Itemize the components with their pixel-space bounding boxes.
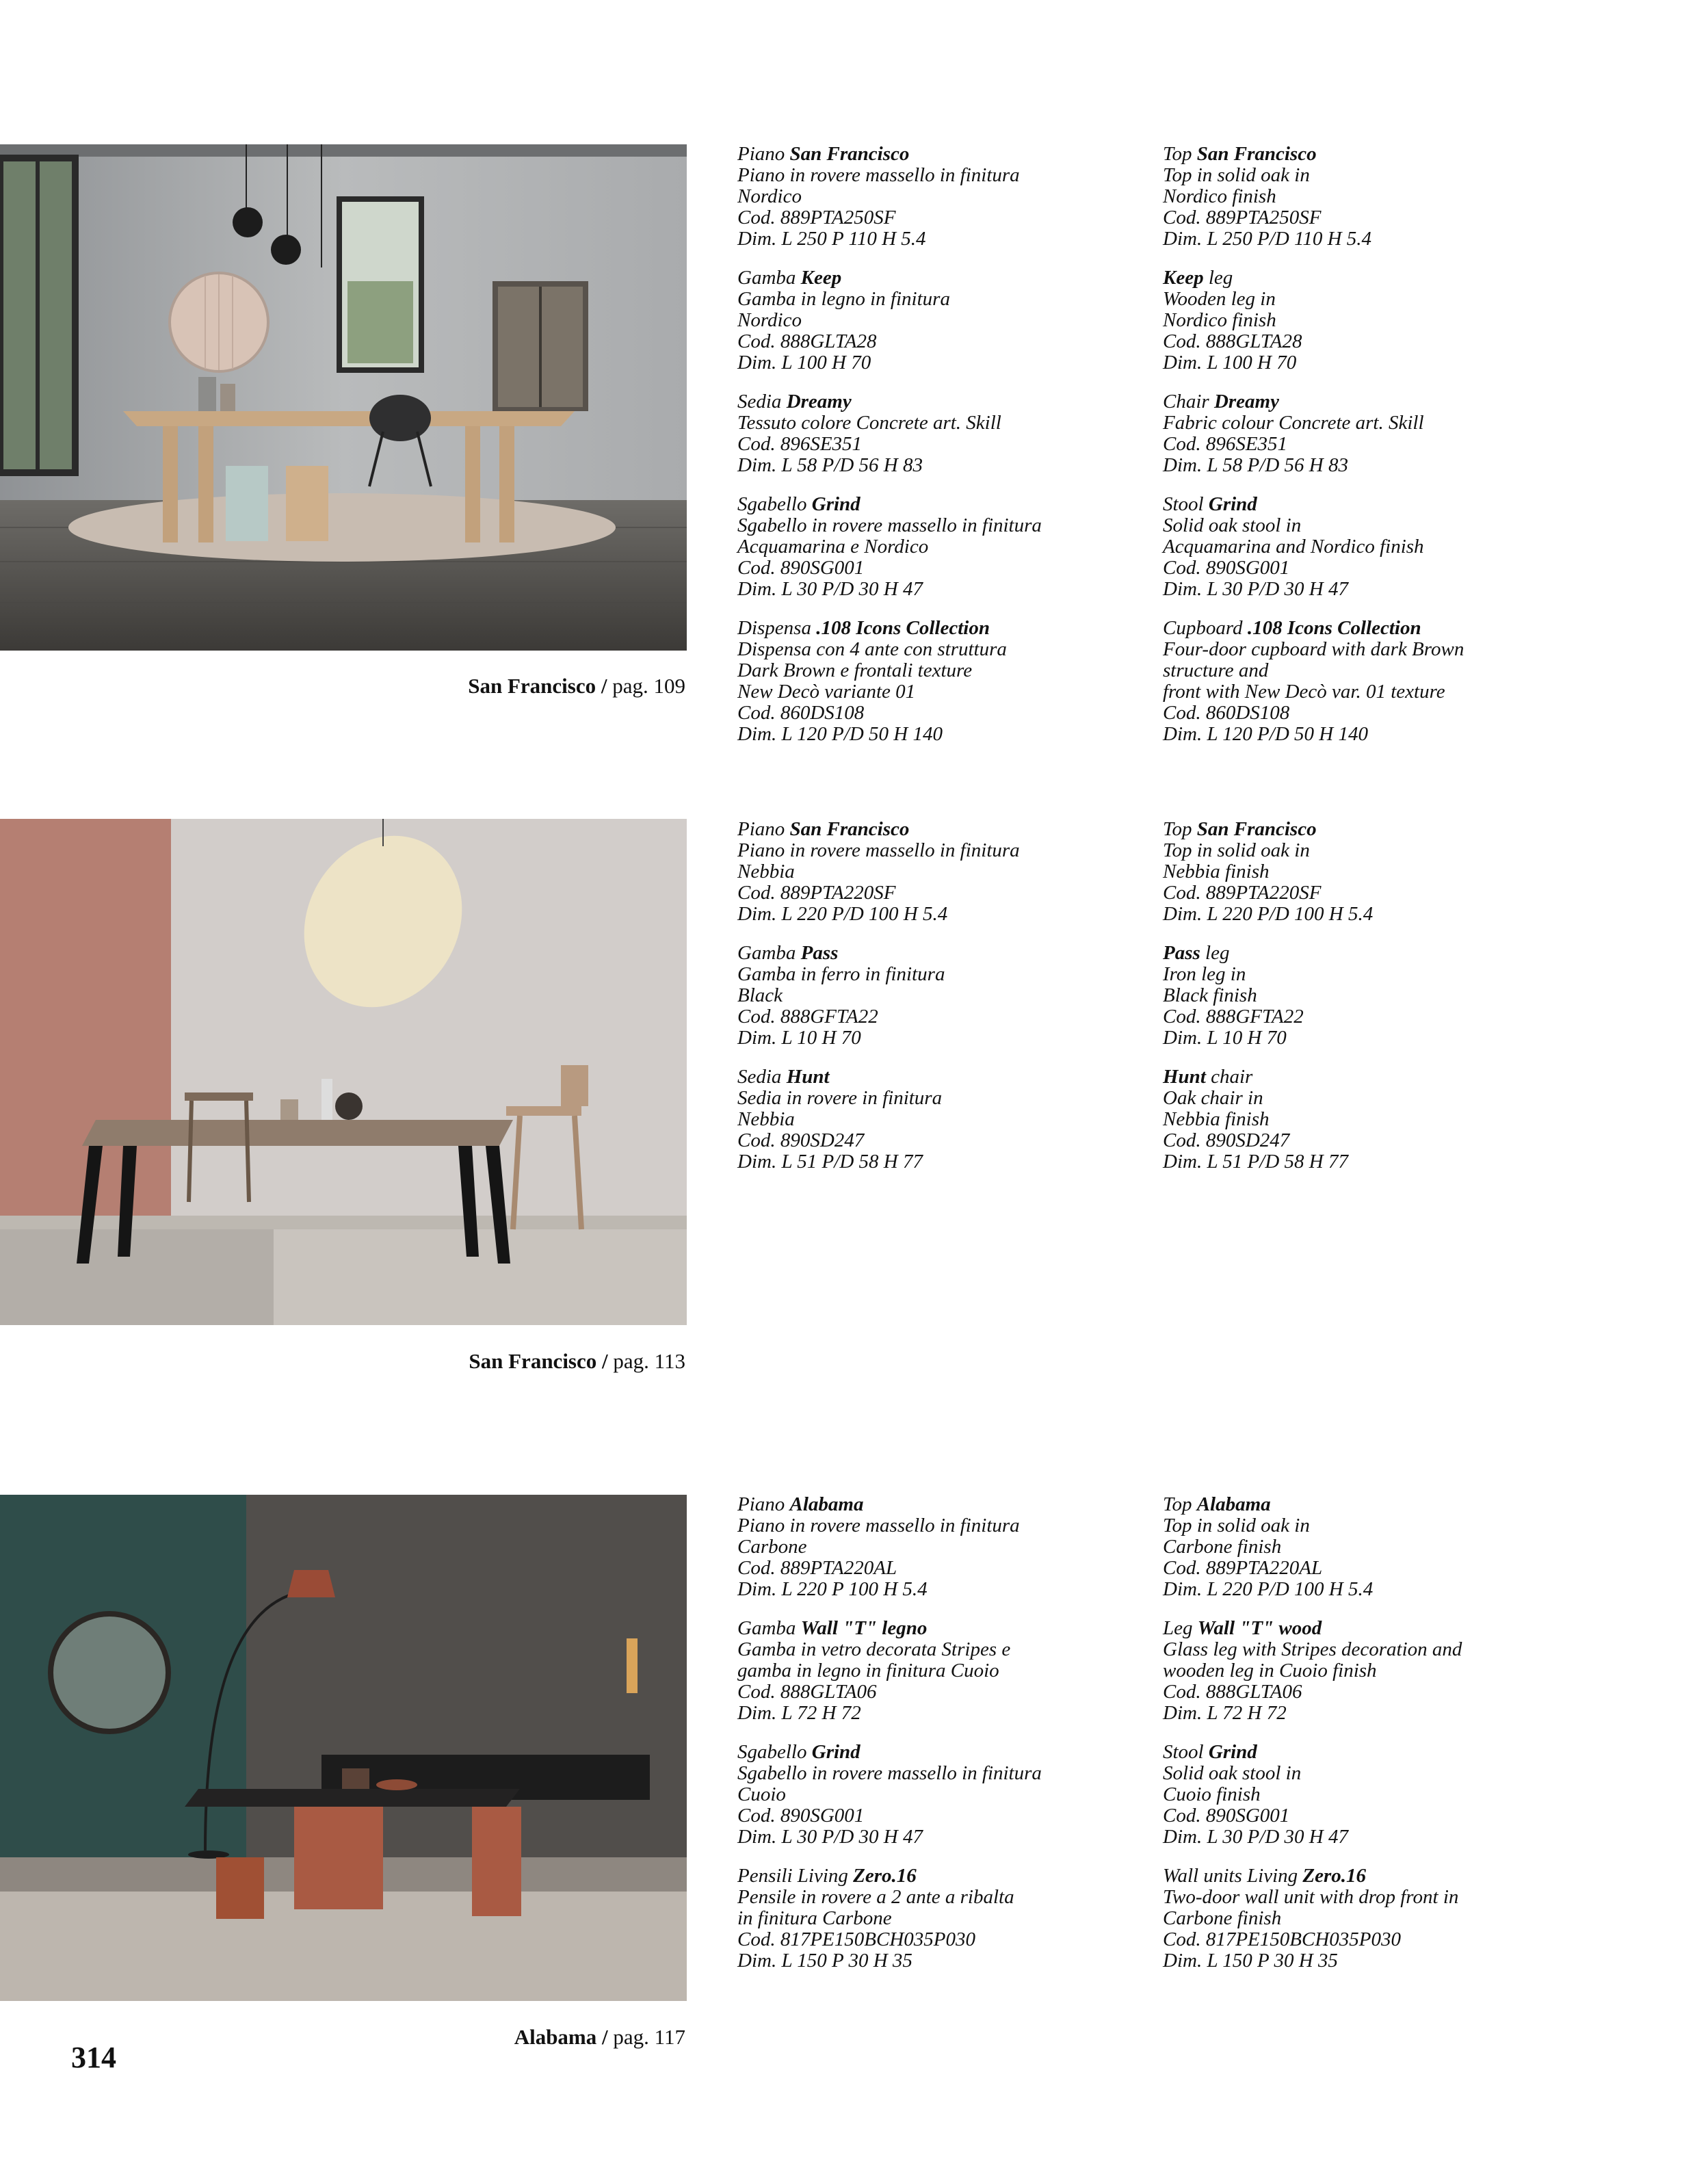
- spec-item: [1163, 267, 1573, 374]
- spec-item-name: San Francisco: [1196, 143, 1317, 165]
- spec-item-line: Four-door cupboard with dark Brown: [1163, 638, 1464, 660]
- photo-san-francisco-109: [0, 144, 687, 651]
- spec-item-prefix: Top: [1163, 143, 1197, 165]
- spec-item-heading: [737, 1618, 1148, 1639]
- spec-item-line: Pensile in rovere a 2 ante a ribalta: [737, 1886, 1014, 1908]
- spec-item: [737, 1494, 1148, 1600]
- spec-item-heading: [1163, 1866, 1573, 1887]
- spec-item-line: Dim. L 220 P/D 100 H 5.4: [1163, 903, 1374, 925]
- spec-item-line: Top in solid oak in: [1163, 1515, 1310, 1536]
- spec-item-prefix: Gamba: [737, 942, 801, 964]
- spec-item-prefix: Dispensa: [737, 617, 817, 639]
- spec-item-line: Cuoio: [737, 1783, 786, 1805]
- spec-item-suffix: leg: [1203, 267, 1233, 289]
- spec-item-line: Cod. 890SD247: [737, 1129, 865, 1151]
- spec-item-prefix: Top: [1163, 818, 1197, 840]
- spec-item-name: Grind: [1208, 1741, 1257, 1763]
- spec-item-heading: [737, 144, 1148, 165]
- spec-item-line: Cod. 889PTA220AL: [737, 1557, 897, 1579]
- spec-item-line: Dim. L 30 P/D 30 H 47: [1163, 1826, 1348, 1848]
- spec-item-line: wooden leg in Cuoio finish: [1163, 1660, 1377, 1682]
- spec-item-line: Cod. 890SG001: [1163, 557, 1290, 579]
- spec-item-prefix: Piano: [737, 818, 790, 840]
- spec-item: [1163, 1866, 1573, 1972]
- spec-item-prefix: Sedia: [737, 391, 787, 413]
- spec-item-line: Cod. 888GFTA22: [737, 1006, 878, 1028]
- spec-item-line: structure and: [1163, 659, 1269, 681]
- spec-item-prefix: Wall units Living: [1163, 1865, 1303, 1887]
- spec-item-name: Wall "T" legno: [800, 1617, 928, 1639]
- spec-item-line: Gamba in vetro decorata Stripes e: [737, 1638, 1011, 1660]
- spec-item-line: Cod. 888GLTA06: [1163, 1681, 1302, 1703]
- spec-column-italian-1: [737, 144, 1148, 763]
- spec-item-name: Grind: [1208, 493, 1257, 515]
- spec-item-name: San Francisco: [789, 818, 910, 840]
- spec-item: [1163, 618, 1573, 745]
- spec-item-line: Cod. 890SD247: [1163, 1129, 1290, 1151]
- spec-item-line: in finitura Carbone: [737, 1907, 892, 1929]
- spec-item-line: Dim. L 30 P/D 30 H 47: [1163, 578, 1348, 600]
- spec-item-line: Dim. L 220 P/D 100 H 5.4: [737, 903, 948, 925]
- spec-item-line: Wooden leg in: [1163, 288, 1276, 310]
- spec-item-name: Alabama: [789, 1493, 864, 1515]
- spec-item-heading: [1163, 1742, 1573, 1763]
- spec-item-name: .108 Icons Collection: [1247, 617, 1421, 639]
- spec-item-line: Cod. 896SE351: [1163, 433, 1288, 455]
- spec-item: [737, 1067, 1148, 1173]
- spec-item-line: Carbone finish: [1163, 1536, 1282, 1558]
- spec-item-name: Grind: [811, 493, 860, 515]
- spec-item-heading: [737, 943, 1148, 964]
- spec-item: [737, 618, 1148, 745]
- spec-item-line: Dim. L 220 P 100 H 5.4: [737, 1578, 928, 1600]
- spec-item-heading: [1163, 1067, 1573, 1088]
- spec-item-line: Cod. 888GLTA28: [1163, 330, 1302, 352]
- spec-item-name: Dreamy: [786, 391, 852, 413]
- spec-item-prefix: Stool: [1163, 493, 1209, 515]
- spec-item-heading: [737, 391, 1148, 413]
- spec-item-line: Dim. L 120 P/D 50 H 140: [1163, 723, 1368, 745]
- spec-item-line: Dim. L 220 P/D 100 H 5.4: [1163, 1578, 1374, 1600]
- spec-item-line: Cod. 890SG001: [1163, 1805, 1290, 1827]
- spec-item-name: Keep: [1163, 267, 1204, 289]
- spec-item-line: Oak chair in: [1163, 1087, 1263, 1109]
- spec-item-heading: [1163, 391, 1573, 413]
- spec-item-line: Cod. 890SG001: [737, 557, 865, 579]
- spec-item-heading: [737, 1866, 1148, 1887]
- spec-item-prefix: Gamba: [737, 1617, 801, 1639]
- caption-section-1: [275, 675, 685, 696]
- spec-item: [737, 819, 1148, 925]
- spec-item-prefix: Gamba: [737, 267, 801, 289]
- spec-item-name: Alabama: [1196, 1493, 1271, 1515]
- spec-item-prefix: Sgabello: [737, 493, 812, 515]
- spec-item-prefix: Sedia: [737, 1066, 787, 1088]
- spec-item-heading: [737, 494, 1148, 515]
- spec-item-line: Dim. L 30 P/D 30 H 47: [737, 578, 923, 600]
- spec-item-line: Tessuto colore Concrete art. Skill: [737, 412, 1001, 434]
- spec-item-line: Acquamarina and Nordico finish: [1163, 536, 1424, 558]
- spec-item-line: New Decò variante 01: [737, 681, 916, 703]
- spec-item-line: Dim. L 250 P/D 110 H 5.4: [1163, 228, 1372, 250]
- spec-item-heading: [1163, 819, 1573, 840]
- spec-item: [1163, 1742, 1573, 1848]
- spec-item-line: Nordico: [737, 185, 802, 207]
- spec-item-line: Piano in rovere massello in finitura: [737, 839, 1020, 861]
- spec-item-name: Dreamy: [1213, 391, 1279, 413]
- spec-item-line: Nebbia: [737, 1108, 795, 1130]
- spec-item-heading: [737, 618, 1148, 639]
- spec-item-line: Dim. L 58 P/D 56 H 83: [1163, 454, 1348, 476]
- spec-item-line: Carbone finish: [1163, 1907, 1282, 1929]
- caption-page: pag. 117: [613, 2025, 685, 2049]
- spec-item-heading: [1163, 943, 1573, 964]
- spec-item-line: Cuoio finish: [1163, 1783, 1261, 1805]
- spec-item-line: Dim. L 10 H 70: [1163, 1027, 1287, 1049]
- spec-item-line: Piano in rovere massello in finitura: [737, 1515, 1020, 1536]
- spec-item-line: Acquamarina e Nordico: [737, 536, 929, 558]
- spec-item: [1163, 494, 1573, 600]
- spec-column-english-3: [1163, 1494, 1573, 1989]
- spec-item-heading: [737, 267, 1148, 289]
- spec-item-line: Sgabello in rovere massello in finitura: [737, 1762, 1042, 1784]
- spec-item-prefix: Leg: [1163, 1617, 1198, 1639]
- spec-item-line: Dim. L 51 P/D 58 H 77: [737, 1151, 923, 1173]
- spec-item-heading: [1163, 144, 1573, 165]
- caption-section-2: [275, 1350, 685, 1372]
- spec-item: [1163, 1494, 1573, 1600]
- spec-item-prefix: Sgabello: [737, 1741, 812, 1763]
- spec-item-line: Black: [737, 984, 783, 1006]
- spec-item-prefix: Top: [1163, 1493, 1197, 1515]
- spec-item-line: Two-door wall unit with drop front in: [1163, 1886, 1459, 1908]
- spec-item: [737, 267, 1148, 374]
- spec-item-line: Dim. L 150 P 30 H 35: [737, 1950, 912, 1972]
- spec-item-heading: [1163, 618, 1573, 639]
- spec-item-prefix: Piano: [737, 143, 790, 165]
- page-number: 314: [71, 2041, 116, 2074]
- spec-item: [737, 144, 1148, 250]
- spec-item-heading: [1163, 267, 1573, 289]
- spec-item-line: front with New Decò var. 01 texture: [1163, 681, 1445, 703]
- spec-item-line: Black finish: [1163, 984, 1257, 1006]
- spec-item-line: Glass leg with Stripes decoration and: [1163, 1638, 1462, 1660]
- spec-item: [1163, 1067, 1573, 1173]
- spec-item-line: Cod. 860DS108: [737, 702, 865, 724]
- spec-item-line: Cod. 889PTA250SF: [737, 207, 896, 228]
- caption-separator: /: [596, 1349, 614, 1373]
- spec-item-heading: [1163, 494, 1573, 515]
- spec-item-name: Zero.16: [853, 1865, 917, 1887]
- spec-item-line: Dispensa con 4 ante con struttura: [737, 638, 1007, 660]
- spec-column-italian-2: [737, 819, 1148, 1190]
- spec-column-italian-3: [737, 1494, 1148, 1989]
- spec-item-line: Cod. 817PE150BCH035P030: [737, 1928, 975, 1950]
- spec-item-line: Cod. 889PTA220SF: [737, 882, 896, 904]
- spec-item: [1163, 144, 1573, 250]
- spec-item: [1163, 819, 1573, 925]
- spec-item-line: Piano in rovere massello in finitura: [737, 164, 1020, 186]
- caption-name: Alabama: [514, 2025, 597, 2049]
- spec-item-name: Zero.16: [1302, 1865, 1366, 1887]
- spec-item-prefix: Cupboard: [1163, 617, 1248, 639]
- spec-item-name: San Francisco: [1196, 818, 1317, 840]
- spec-item-name: Hunt: [1163, 1066, 1206, 1088]
- spec-item-line: Dark Brown e frontali texture: [737, 659, 973, 681]
- spec-item-line: Cod. 888GFTA22: [1163, 1006, 1304, 1028]
- spec-item-line: Dim. L 72 H 72: [737, 1702, 861, 1724]
- spec-item-line: Gamba in ferro in finitura: [737, 963, 945, 985]
- spec-item-heading: [737, 1494, 1148, 1515]
- spec-item-line: Gamba in legno in finitura: [737, 288, 950, 310]
- caption-separator: /: [596, 2025, 614, 2049]
- spec-item: [737, 943, 1148, 1049]
- spec-item-name: Pass: [1163, 942, 1200, 964]
- spec-item: [737, 1866, 1148, 1972]
- spec-item-line: Nebbia finish: [1163, 1108, 1270, 1130]
- spec-item-line: Cod. 888GLTA28: [737, 330, 877, 352]
- spec-item-line: Dim. L 120 P/D 50 H 140: [737, 723, 943, 745]
- caption-page: pag. 109: [612, 674, 685, 698]
- photo-alabama-117: [0, 1495, 687, 2001]
- spec-item-line: Nordico finish: [1163, 309, 1276, 331]
- spec-item-heading: [737, 1067, 1148, 1088]
- spec-item-line: Carbone: [737, 1536, 807, 1558]
- spec-column-english-1: [1163, 144, 1573, 763]
- spec-item-line: Nordico finish: [1163, 185, 1276, 207]
- spec-item-prefix: Chair: [1163, 391, 1214, 413]
- spec-item-line: gamba in legno in finitura Cuoio: [737, 1660, 999, 1682]
- spec-item-line: Cod. 889PTA220AL: [1163, 1557, 1323, 1579]
- spec-item: [737, 1742, 1148, 1848]
- spec-item-name: Wall "T" wood: [1197, 1617, 1322, 1639]
- spec-item-heading: [737, 1742, 1148, 1763]
- spec-item-prefix: Stool: [1163, 1741, 1209, 1763]
- spec-item-name: Keep: [800, 267, 842, 289]
- spec-item-line: Dim. L 58 P/D 56 H 83: [737, 454, 923, 476]
- caption-name: San Francisco: [468, 674, 596, 698]
- spec-item-suffix: leg: [1200, 942, 1230, 964]
- spec-item: [737, 391, 1148, 476]
- spec-item-heading: [1163, 1494, 1573, 1515]
- caption-page: pag. 113: [613, 1349, 685, 1373]
- spec-item-name: Grind: [811, 1741, 860, 1763]
- spec-item-line: Iron leg in: [1163, 963, 1246, 985]
- spec-item-line: Solid oak stool in: [1163, 514, 1302, 536]
- spec-item-line: Dim. L 150 P 30 H 35: [1163, 1950, 1338, 1972]
- spec-item-line: Dim. L 30 P/D 30 H 47: [737, 1826, 923, 1848]
- spec-item: [1163, 1618, 1573, 1724]
- spec-item-name: Hunt: [786, 1066, 830, 1088]
- spec-item-line: Cod. 890SG001: [737, 1805, 865, 1827]
- photo-san-francisco-113: [0, 819, 687, 1325]
- spec-item-line: Sedia in rovere in finitura: [737, 1087, 943, 1109]
- spec-item: [1163, 391, 1573, 476]
- spec-item-line: Fabric colour Concrete art. Skill: [1163, 412, 1424, 434]
- spec-item-name: .108 Icons Collection: [816, 617, 990, 639]
- spec-item-name: San Francisco: [789, 143, 910, 165]
- spec-item-line: Top in solid oak in: [1163, 839, 1310, 861]
- spec-item-line: Sgabello in rovere massello in finitura: [737, 514, 1042, 536]
- caption-name: San Francisco: [469, 1349, 597, 1373]
- spec-item-line: Dim. L 250 P 110 H 5.4: [737, 228, 926, 250]
- spec-item-line: Dim. L 100 H 70: [737, 352, 871, 374]
- spec-item-line: Nebbia: [737, 861, 795, 882]
- spec-item-heading: [1163, 1618, 1573, 1639]
- spec-item-line: Top in solid oak in: [1163, 164, 1310, 186]
- caption-separator: /: [596, 674, 613, 698]
- spec-column-english-2: [1163, 819, 1573, 1190]
- spec-item-prefix: Pensili Living: [737, 1865, 854, 1887]
- spec-item-line: Cod. 817PE150BCH035P030: [1163, 1928, 1401, 1950]
- spec-item: [1163, 943, 1573, 1049]
- spec-item-line: Dim. L 72 H 72: [1163, 1702, 1287, 1724]
- spec-item-line: Dim. L 10 H 70: [737, 1027, 861, 1049]
- spec-item-prefix: Piano: [737, 1493, 790, 1515]
- spec-item: [737, 494, 1148, 600]
- spec-item-line: Cod. 896SE351: [737, 433, 863, 455]
- spec-item-line: Nordico: [737, 309, 802, 331]
- spec-item-line: Dim. L 51 P/D 58 H 77: [1163, 1151, 1348, 1173]
- spec-item-line: Dim. L 100 H 70: [1163, 352, 1297, 374]
- spec-item-line: Cod. 889PTA250SF: [1163, 207, 1322, 228]
- spec-item-heading: [737, 819, 1148, 840]
- caption-section-3: [275, 2026, 685, 2047]
- spec-item-suffix: chair: [1205, 1066, 1253, 1088]
- spec-item-line: Cod. 860DS108: [1163, 702, 1290, 724]
- spec-item-name: Pass: [800, 942, 839, 964]
- spec-item-line: Solid oak stool in: [1163, 1762, 1302, 1784]
- spec-item-line: Cod. 888GLTA06: [737, 1681, 877, 1703]
- spec-item-line: Nebbia finish: [1163, 861, 1270, 882]
- spec-item: [737, 1618, 1148, 1724]
- spec-item-line: Cod. 889PTA220SF: [1163, 882, 1322, 904]
